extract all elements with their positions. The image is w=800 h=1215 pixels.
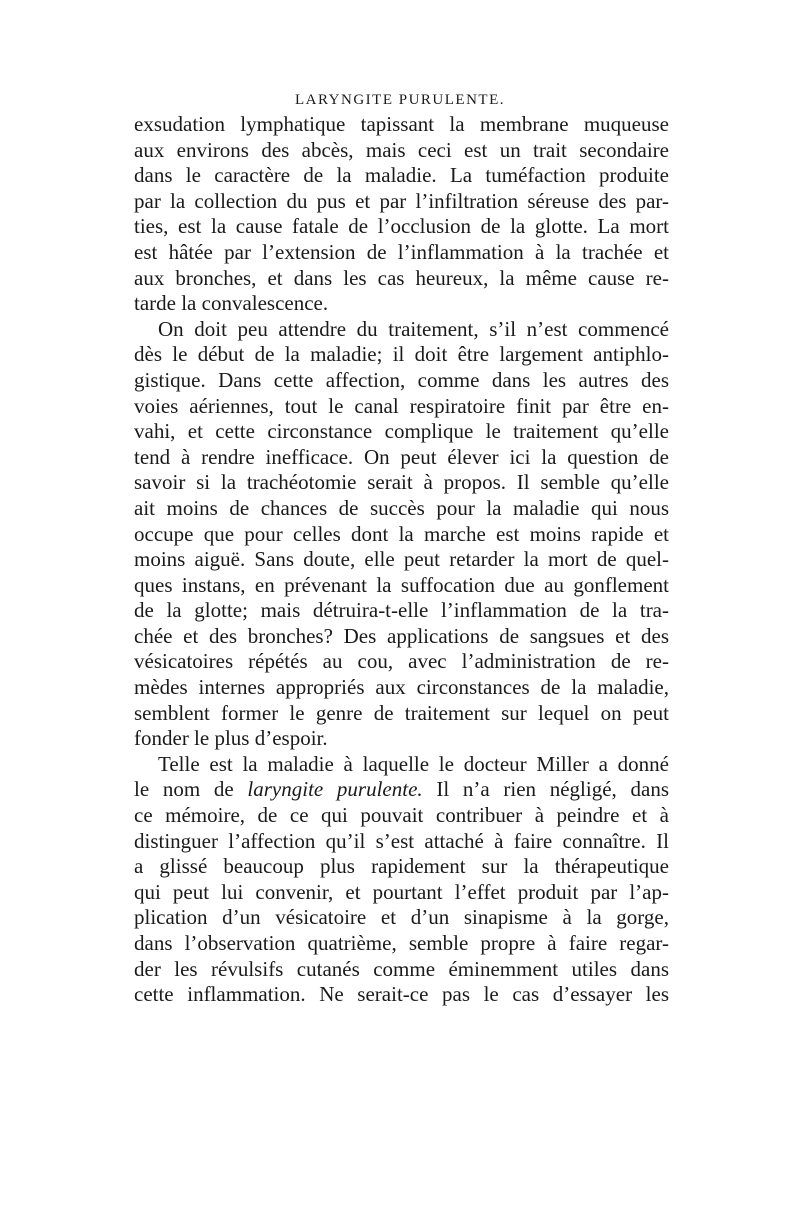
text-line: vésicatoires répétés au cou, avec l’administration de re- [134,649,669,674]
text-line: mèdes internes appropriés aux circonstances de la maladie, [134,675,669,700]
text-line: a glissé beaucoup plus rapidement sur la thérapeutique [134,854,669,879]
text-line: plication d’un vésicatoire et d’un sinapisme à la gorge, [134,905,669,930]
italic-title: laryngite purulente. [247,777,423,802]
text-line: savoir si la trachéotomie serait à propos. Il semble qu’elle [134,470,669,495]
text-line: dans le caractère de la maladie. La tuméfaction produite [134,163,669,188]
text-segment: le nom de [134,777,248,802]
text-line: tend à rendre inefficace. On peut élever ici la question de [134,444,669,469]
text-line: ties, est la cause fatale de l’occlusion de la glotte. La mort [134,214,669,239]
text-line: semblent former le genre de traitement sur lequel on peut [134,700,669,725]
text-line: occupe que pour celles dont la marche est moins rapide et [134,521,669,546]
text-line: der les révulsifs cutanés comme éminemment utiles dans [134,956,669,981]
running-head: LARYNGITE PURULENTE. [295,92,505,108]
body-text [134,112,669,1008]
text-line: dès le début de la maladie; il doit être largement antiphlo- [134,342,669,367]
text-line: aux bronches, et dans les cas heureux, la même cause re- [134,265,669,290]
text-line: aux environs des abcès, mais ceci est un trait secondaire [134,137,669,162]
text-line: chée et des bronches? Des applications de sangsues et des [134,623,669,648]
text-line: cette inflammation. Ne serait-ce pas le cas d’essayer les [134,982,669,1007]
text-line: fonder le plus d’espoir. [134,726,328,751]
text-line: tarde la convalescence. [134,291,329,316]
text-line: vahi, et cette circonstance complique le traitement qu’elle [134,419,669,444]
text-line: exsudation lymphatique tapissant la membrane muqueuse [134,112,669,136]
text-line: moins aiguë. Sans doute, elle peut retarder la mort de quel- [134,547,669,572]
text-line: ait moins de chances de succès pour la maladie qui nous [134,495,669,520]
text-line: ques instans, en prévenant la suffocation due au gonflement [134,572,669,597]
text-line: par la collection du pus et par l’infiltration séreuse des par- [134,188,669,213]
text-line: de la glotte; mais détruira-t-elle l’inflammation de la tra- [134,598,669,623]
text-line: est hâtée par l’extension de l’inflammation à la trachée et [134,239,669,264]
text-line: distinguer l’affection qu’il s’est attaché à faire connaître. Il [134,828,669,853]
text-line: ce mémoire, de ce qui pouvait contribuer à peindre et à [134,803,669,828]
text-line: dans l’observation quatrième, semble propre à faire regar- [134,931,669,955]
text-line: voies aériennes, tout le canal respiratoire finit par être en- [134,393,669,418]
text-line: On doit peu attendre du traitement, s’il n’est commencé [158,316,669,341]
text-line [134,777,669,803]
text-line: qui peut lui convenir, et pourtant l’effet produit par l’ap- [134,879,669,904]
text-line: Telle est la maladie à laquelle le docteur Miller a donné [158,751,669,776]
text-line: gistique. Dans cette affection, comme dans les autres des [134,367,669,392]
text-segment: Il n’a rien négligé, dans [422,777,669,802]
